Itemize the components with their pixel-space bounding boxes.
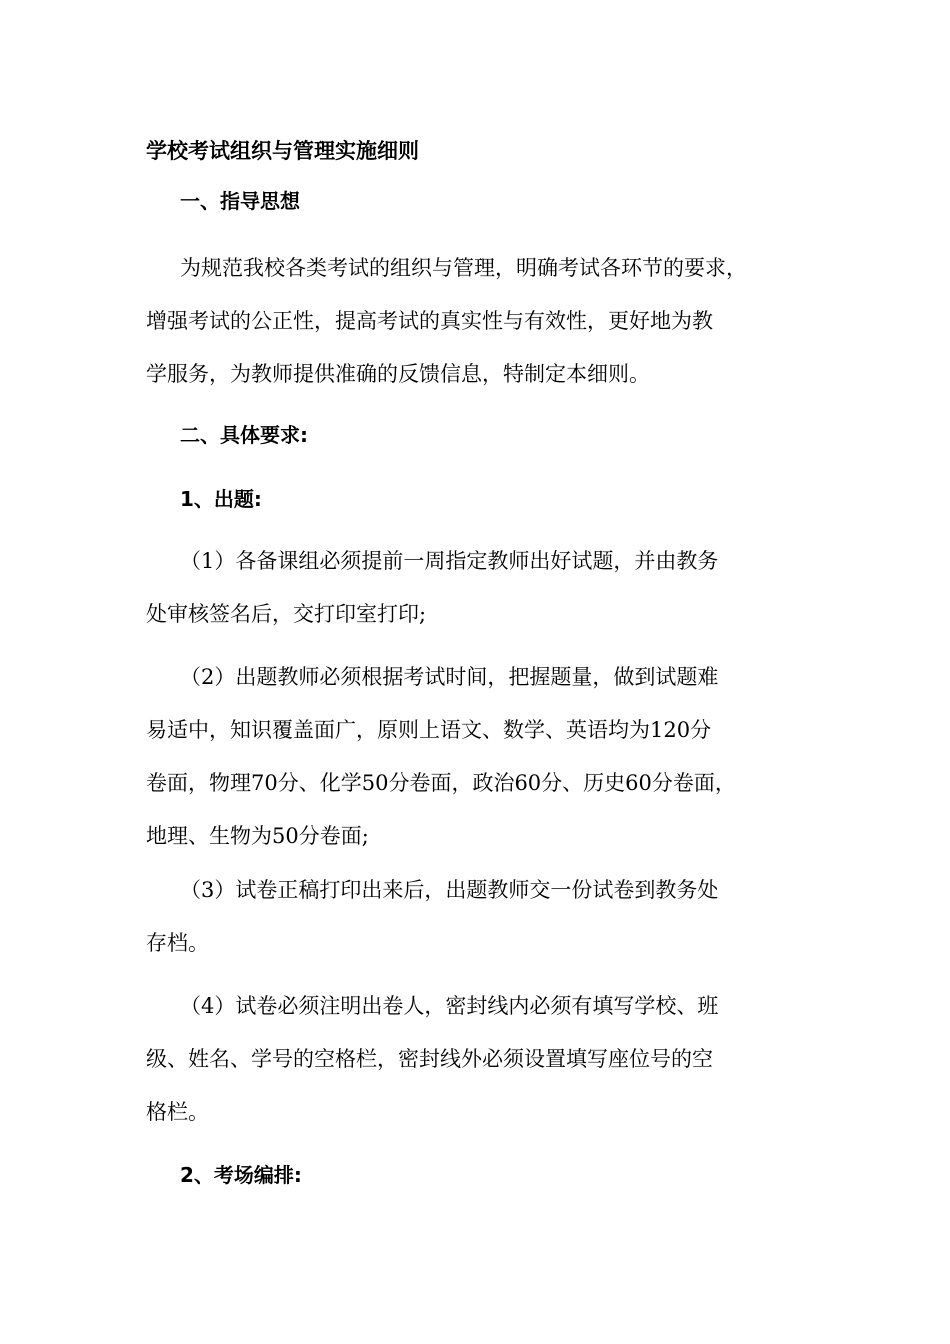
- section-heading-guiding-ideology: 一、指导思想: [180, 189, 300, 213]
- paragraph-line: 存档。: [146, 931, 209, 955]
- document-title: 学校考试组织与管理实施细则: [146, 139, 419, 163]
- paragraph-line: 处审核签名后，交打印室打印;: [146, 602, 427, 626]
- list-item-4: [146, 980, 826, 1139]
- paragraph-guiding-ideology: [146, 242, 826, 401]
- paragraph-line: 增强考试的公正性，提高考试的真实性与有效性，更好地为教: [146, 309, 713, 333]
- list-item-2: [146, 651, 826, 863]
- paragraph-line: 级、姓名、学号的空格栏，密封线外必须设置填写座位号的空: [146, 1047, 713, 1071]
- paragraph-line: （4）试卷必须注明出卷人，密封线内必须有填写学校、班: [180, 994, 719, 1018]
- paragraph-line: （1）各备课组必须提前一周指定教师出好试题，并由教务: [180, 549, 719, 573]
- subsection-heading-exam-room-arrangement: 2、考场编排:: [180, 1163, 302, 1187]
- paragraph-line: 学服务，为教师提供准确的反馈信息，特制定本细则。: [146, 362, 650, 386]
- paragraph-line: 卷面，物理70分、化学50分卷面，政治60分、历史60分卷面，: [146, 771, 736, 795]
- paragraph-line: 格栏。: [146, 1100, 209, 1124]
- list-item-1: [146, 535, 826, 641]
- list-item-3: [146, 864, 826, 970]
- paragraph-line: （2）出题教师必须根据考试时间，把握题量，做到试题难: [180, 665, 719, 689]
- paragraph-line: 为规范我校各类考试的组织与管理，明确考试各环节的要求，: [180, 256, 747, 280]
- paragraph-line: 地理、生物为50分卷面;: [146, 824, 369, 848]
- paragraph-line: 易适中，知识覆盖面广，原则上语文、数学、英语均为120分: [146, 718, 712, 742]
- section-heading-specific-requirements: 二、具体要求:: [180, 423, 308, 447]
- paragraph-line: （3）试卷正稿打印出来后，出题教师交一份试卷到教务处: [180, 878, 719, 902]
- subsection-heading-question-setting: 1、出题:: [180, 487, 262, 511]
